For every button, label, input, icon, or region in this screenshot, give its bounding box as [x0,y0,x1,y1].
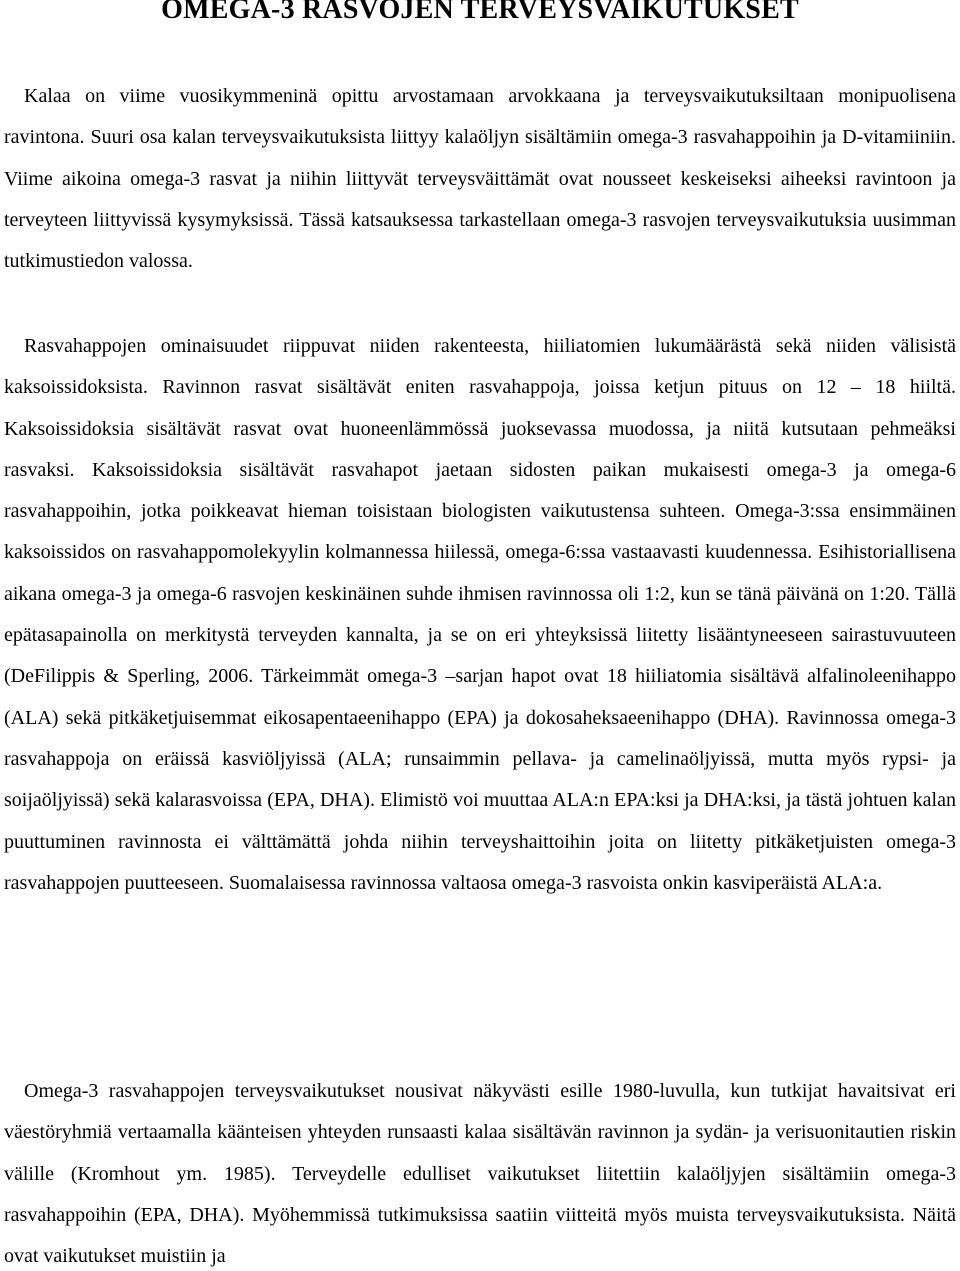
paragraph-health-effects-history: Omega-3 rasvahappojen terveysvaikutukset nousivat näkyvästi esille 1980-luvulla, kun tutkijat havaitsivat eri väestöryhmiä vertaamalla käänteisen yhteyden runsaasti kalaa sisältävän ravinnon ja sydän- ja verisuonitautien riskin välille (Kromhout ym. 1985). Terveydelle edulliset vaikutukset liitettiin kalaöljyjen sisältämiin omega-3 rasvahappoihin (EPA, DHA). Myöhemmissä tutkimuksissa saatiin viitteitä myös muista terveysvaikutuksista. Näitä ovat vaikutukset muistiin ja [4,1080,956,1268]
paragraph-fatty-acid-properties: Rasvahappojen ominaisuudet riippuvat niiden rakenteesta, hiiliatomien lukumäärästä sekä niiden välisistä kaksoissidoksista. Ravinnon rasvat sisältävät eniten rasvahappoja, joissa ketjun pituus on 12 – 18 hiiltä. Kaksoissidoksia sisältävät rasvat ovat huoneenlämmössä juoksevassa muodossa, ja niitä kutsutaan pehmeäksi rasvaksi. Kaksoissidoksia sisältävät rasvahapot jaetaan sidosten paikan mukaisesti omega-3 ja omega-6 rasvahappoihin, jotka poikkeavat hieman toisistaan biologisten vaikutustensa suhteen. Omega-3:ssa ensimmäinen kaksoissidos on rasvahappomolekyylin kolmannessa hiilessä, omega-6:ssa vastaavasti kuudennessa. Esihistoriallisena aikana omega-3 ja omega-6 rasvojen keskinäinen suhde ihmisen ravinnossa oli 1:2, kun se tänä päivänä on 1:20. Tällä epätasapainolla on merkitystä terveyden kannalta, ja se on eri yhteyksissä liitetty lisääntyneeseen sairastuvuuteen (DeFilippis & Sperling, 2006. Tärkeimmät omega-3 –sarjan hapot ovat 18 hiiliatomia sisältävä alfalinoleenihappo (ALA) sekä pitkäketjuisemmat eikosapentaeenihappo (EPA) ja dokosaheksaeenihappo (DHA). Ravinnossa omega-3 rasvahappoja on eräissä kasviöljyissä (ALA; runsaimmin pellava- ja camelinaöljyissä, mutta myös rypsi- ja soijaöljyissä) sekä kalarasvoissa (EPA, DHA). Elimistö voi muuttaa ALA:n EPA:ksi ja DHA:ksi, ja tästä johtuen kalan puuttuminen ravinnosta ei välttämättä johda niihin terveyshaittoihin joita on liitetty pitkäketjuisten omega-3 rasvahappojen puutteeseen. Suomalaisessa ravinnossa valtaosa omega-3 rasvoista onkin kasviperäistä ALA:a. [4,335,956,894]
document-title: OMEGA-3 RASVOJEN TERVEYSVAIKUTUKSET [161,0,799,25]
paragraph-intro: Kalaa on viime vuosikymmeninä opittu arvostamaan arvokkaana ja terveysvaikutuksiltaan monipuolisena ravintona. Suuri osa kalan terveysvaikutuksista liittyy kalaöljyn sisältämiin omega-3 rasvahappoihin ja D-vitamiiniin. Viime aikoina omega-3 rasvat ja niihin liittyvät terveysväittämät ovat nousseet keskeiseksi aiheeksi ravintoon ja terveyteen liittyvissä kysymyksissä. Tässä katsauksessa tarkastellaan omega-3 rasvojen terveysvaikutuksia uusimman tutkimustiedon valossa. [4,85,956,273]
